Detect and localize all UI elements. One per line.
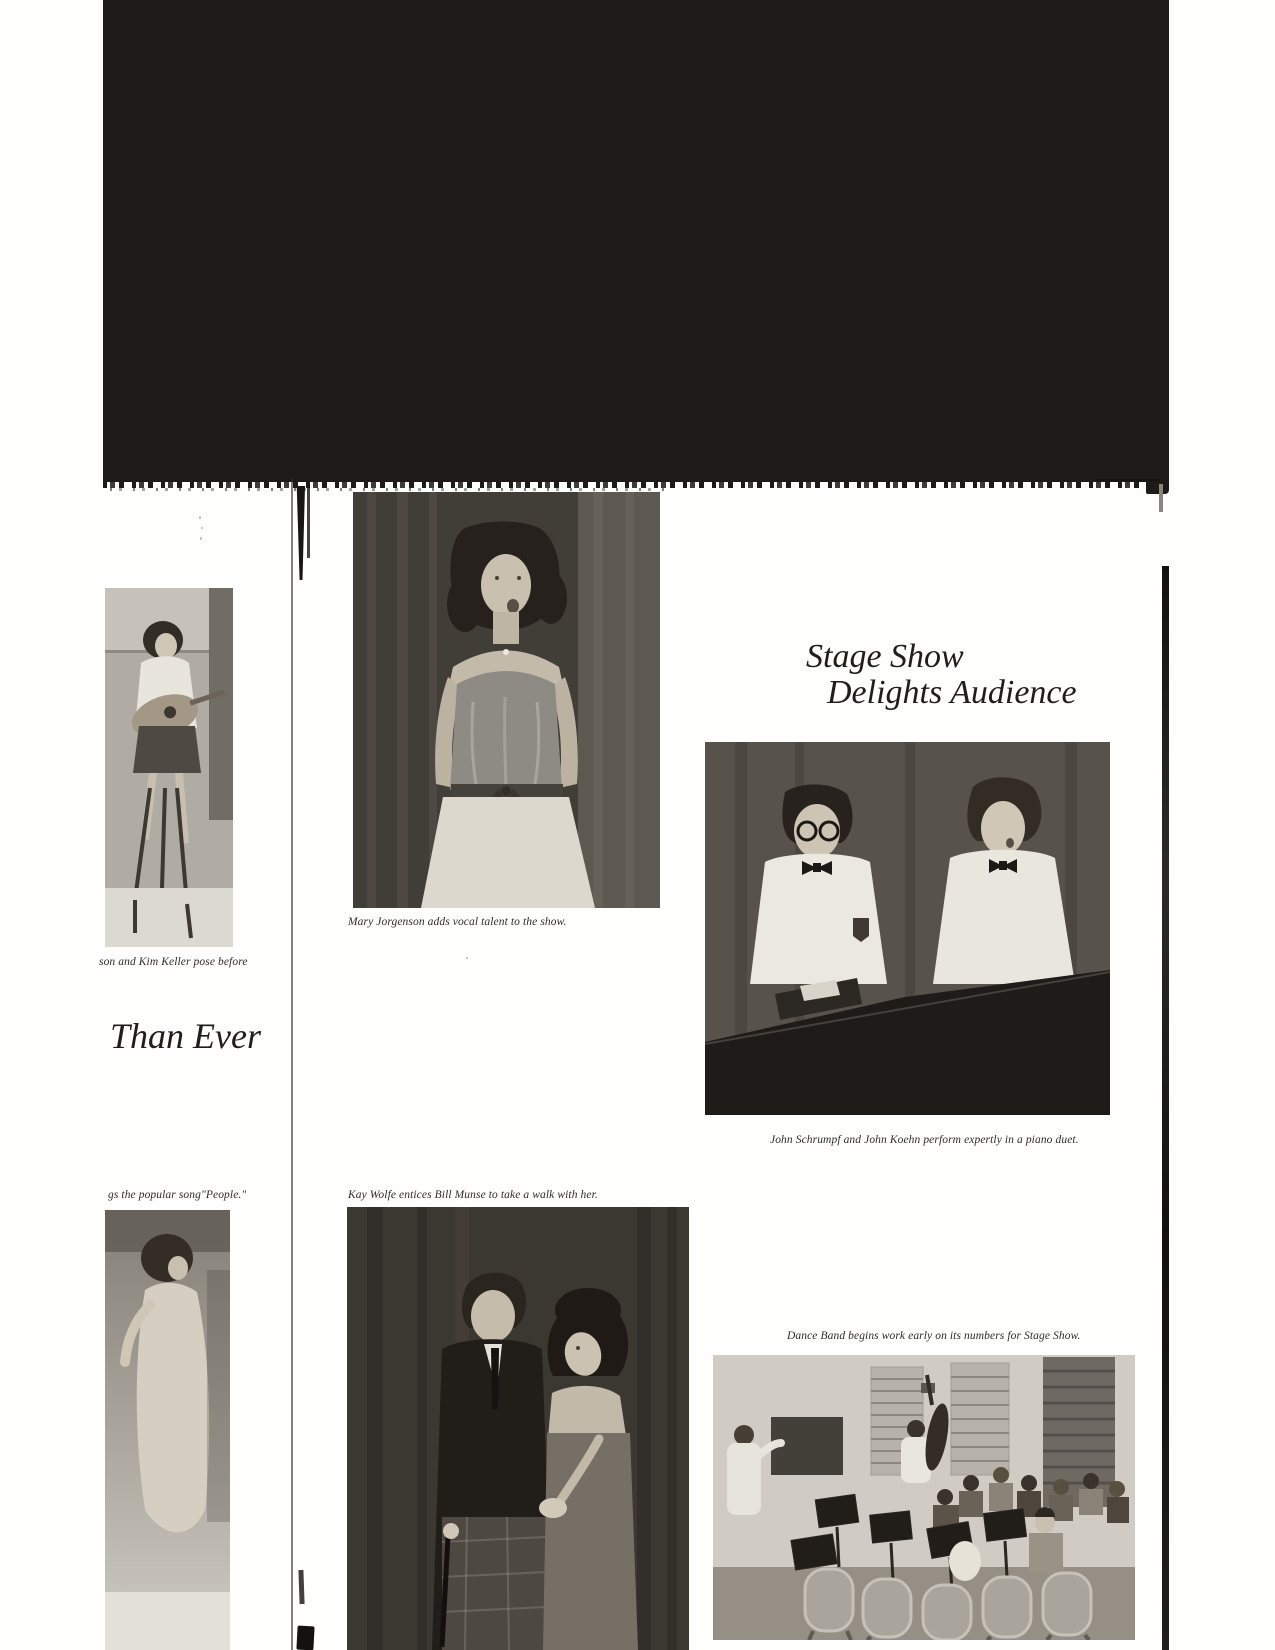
- gutter-ink-streak-2: [307, 486, 310, 558]
- photo-mary-illustration: [353, 492, 660, 908]
- photo-mary-jorgenson: [353, 492, 660, 908]
- person-figure-woman: [539, 1288, 638, 1650]
- page-top-edge-line: [1096, 479, 1160, 481]
- photo-piano-illustration: [705, 742, 1110, 1115]
- photo-dance-band: [713, 1355, 1135, 1640]
- black-masked-photo-area: [103, 0, 1169, 482]
- dust-speck: [199, 516, 201, 519]
- dust-speck: [201, 527, 203, 529]
- gutter-bottom-mark: [296, 1626, 314, 1650]
- caption-piano-duet: John Schrumpf and John Koehn perform expertly in a piano duet.: [770, 1134, 1079, 1146]
- photo-kay-bill: [347, 1207, 689, 1650]
- photo-piano-duet: [705, 742, 1110, 1115]
- caption-mary-jorgenson: Mary Jorgenson adds vocal talent to the show.: [348, 916, 567, 928]
- photo-dancer-illustration: [105, 1210, 230, 1650]
- gutter-lower-mark: [298, 1570, 304, 1604]
- page-title-line-2: Delights Audience: [827, 674, 1077, 711]
- caption-left-bottom-partial: gs the popular song"People.": [108, 1189, 247, 1201]
- caption-left-top-partial: son and Kim Keller pose before: [99, 956, 248, 968]
- left-page-partial-heading: Than Ever: [110, 1016, 261, 1056]
- photo-kay-illustration: [347, 1207, 689, 1650]
- black-block-speckle-edge: [110, 488, 670, 491]
- page-right-edge-top: [1159, 484, 1163, 512]
- photo-band-illustration: [713, 1355, 1135, 1640]
- photo-dancer-partial: [105, 1210, 230, 1650]
- photo-girl-guitar-illustration: [105, 588, 233, 947]
- dust-speck: [466, 957, 468, 959]
- gutter-ink-streak: [296, 486, 305, 580]
- page-right-edge-line: [1162, 566, 1169, 1650]
- white-folder: [949, 1541, 981, 1581]
- black-block-corner: [1146, 482, 1169, 494]
- photo-girl-guitar: [105, 588, 233, 947]
- caption-kay-bill: Kay Wolfe entices Bill Munse to take a walk with her.: [348, 1189, 598, 1201]
- page-gutter-line: [291, 478, 293, 1650]
- dust-speck: [200, 537, 202, 540]
- caption-dance-band: Dance Band begins work early on its numbers for Stage Show.: [787, 1330, 1081, 1342]
- page-title-line-1: Stage Show: [806, 638, 964, 675]
